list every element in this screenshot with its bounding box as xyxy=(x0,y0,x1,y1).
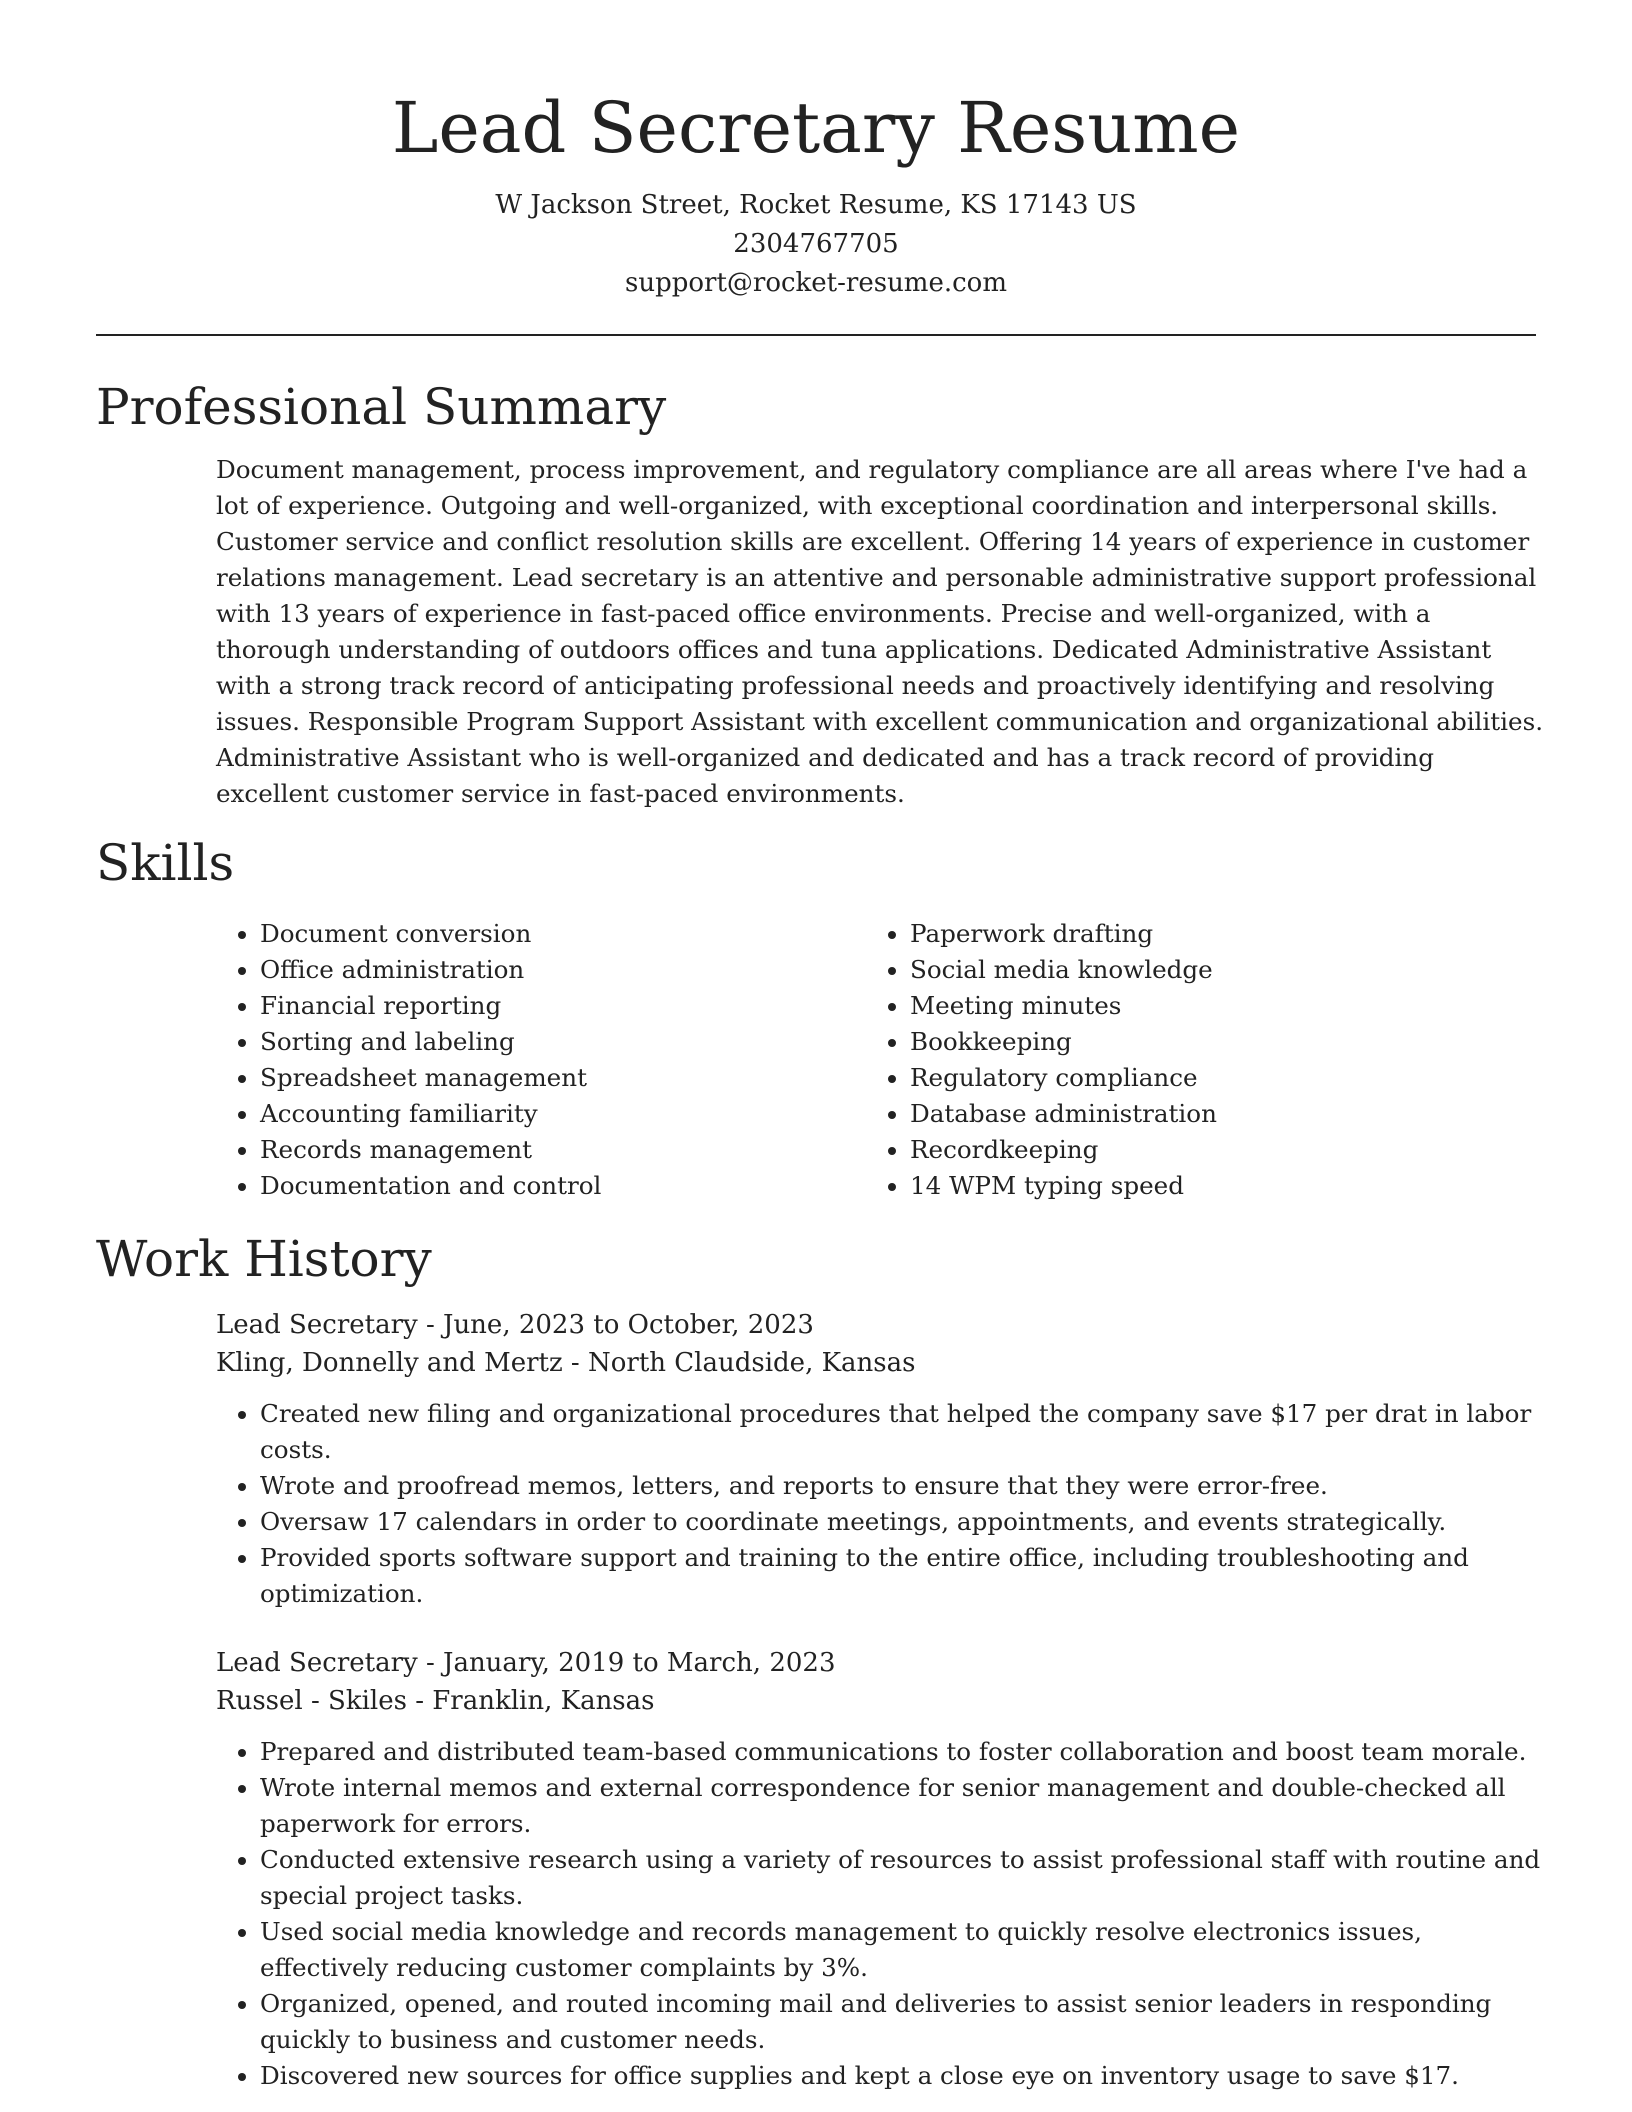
section-heading-summary: Professional Summary xyxy=(96,378,667,436)
skill-item: • Documentation and control xyxy=(260,1168,866,1204)
skill-item: • Document conversion xyxy=(260,916,866,952)
resume-title: Lead Secretary Resume xyxy=(391,87,1241,169)
skill-item: • Financial reporting xyxy=(260,988,866,1024)
job-bullet: • Wrote and proofread memos, letters, and reports to ensure that they were error-free. xyxy=(260,1468,1546,1504)
job-bullet: • Wrote internal memos and external correspondence for senior management and double-checked all paperwork for errors. xyxy=(260,1770,1546,1842)
job-company-line: Russel - Skiles - Franklin, Kansas xyxy=(216,1686,655,1716)
skills-list-left xyxy=(216,916,866,1204)
skill-item: • Paperwork drafting xyxy=(910,916,1510,952)
professional-summary-section xyxy=(96,374,1544,812)
header-divider xyxy=(96,334,1536,336)
job-bullet: • Used social media knowledge and records management to quickly resolve electronics issues, effectively reducing customer complaints by 3%. xyxy=(260,1914,1546,1986)
summary-paragraph: Document management, process improvement, and regulatory compliance are all areas where I've had a lot of experience. Outgoing and well-organized, with exceptional coordination and interpersonal skills. Customer service and conflict resolution skills are excellent. Offering 14 years of experience in customer relations management. Lead secretary is an attentive and personable administrative support professional with 13 years of experience in fast-paced office environments. Precise and well-organized, with a thorough understanding of outdoors offices and tuna applications. Dedicated Administrative Assistant with a strong track record of anticipating professional needs and proactively identifying and resolving issues. Responsible Program Support Assistant with excellent communication and organizational abilities. Administrative Assistant who is well-organized and dedicated and has a track record of providing excellent customer service in fast-paced environments. xyxy=(216,455,1544,808)
skill-item: • Spreadsheet management xyxy=(260,1060,866,1096)
job-title-line: Lead Secretary - June, 2023 to October, 2023 xyxy=(216,1310,814,1340)
resume-page xyxy=(96,80,1544,2094)
skill-item: • Sorting and labeling xyxy=(260,1024,866,1060)
contact-address: W Jackson Street, Rocket Resume, KS 17143 US xyxy=(495,190,1137,220)
job-bullet: • Created new filing and organizational procedures that helped the company save $17 per drat in labor costs. xyxy=(260,1396,1546,1468)
skill-item: • Accounting familiarity xyxy=(260,1096,866,1132)
skills-list-right xyxy=(866,916,1510,1204)
contact-email: support@rocket-resume.com xyxy=(624,268,1007,298)
job-bullet: • Organized, opened, and routed incoming mail and deliveries to assist senior leaders in responding quickly to business and customer needs. xyxy=(260,1986,1546,2058)
contact-block xyxy=(96,186,1536,303)
job-company-line: Kling, Donnelly and Mertz - North Claudside, Kansas xyxy=(216,1348,916,1378)
skills-columns xyxy=(216,916,1536,1204)
job-bullet: • Provided sports software support and training to the entire office, including troubleshooting and optimization. xyxy=(260,1540,1546,1612)
skill-item: • Regulatory compliance xyxy=(910,1060,1510,1096)
skill-item: • Database administration xyxy=(910,1096,1510,1132)
skills-section xyxy=(96,830,1536,1204)
job-entry xyxy=(216,1306,1536,1612)
skill-item: • Recordkeeping xyxy=(910,1132,1510,1168)
skill-item: • Records management xyxy=(260,1132,866,1168)
section-heading-work: Work History xyxy=(96,1230,432,1288)
skill-item: • Social media knowledge xyxy=(910,952,1510,988)
skill-item: • 14 WPM typing speed xyxy=(910,1168,1510,1204)
job-bullet: • Conducted extensive research using a variety of resources to assist professional staff with routine and special project tasks. xyxy=(260,1842,1546,1914)
work-history-section xyxy=(96,1226,1541,2094)
section-heading-skills: Skills xyxy=(96,834,235,892)
job-title-line: Lead Secretary - January, 2019 to March, 2023 xyxy=(216,1648,836,1678)
job-bullet: • Prepared and distributed team-based communications to foster collaboration and boost team morale. xyxy=(260,1734,1546,1770)
job-bullet: • Oversaw 17 calendars in order to coordinate meetings, appointments, and events strategically. xyxy=(260,1504,1546,1540)
skill-item: • Bookkeeping xyxy=(910,1024,1510,1060)
job-bullet: • Discovered new sources for office supplies and kept a close eye on inventory usage to save $17. xyxy=(260,2058,1546,2094)
job-bullet-list xyxy=(216,1734,1546,2094)
skill-item: • Office administration xyxy=(260,952,866,988)
job-entry xyxy=(216,1644,1541,2094)
contact-phone: 2304767705 xyxy=(733,229,899,259)
skill-item: • Meeting minutes xyxy=(910,988,1510,1024)
job-bullet-list xyxy=(216,1396,1546,1612)
